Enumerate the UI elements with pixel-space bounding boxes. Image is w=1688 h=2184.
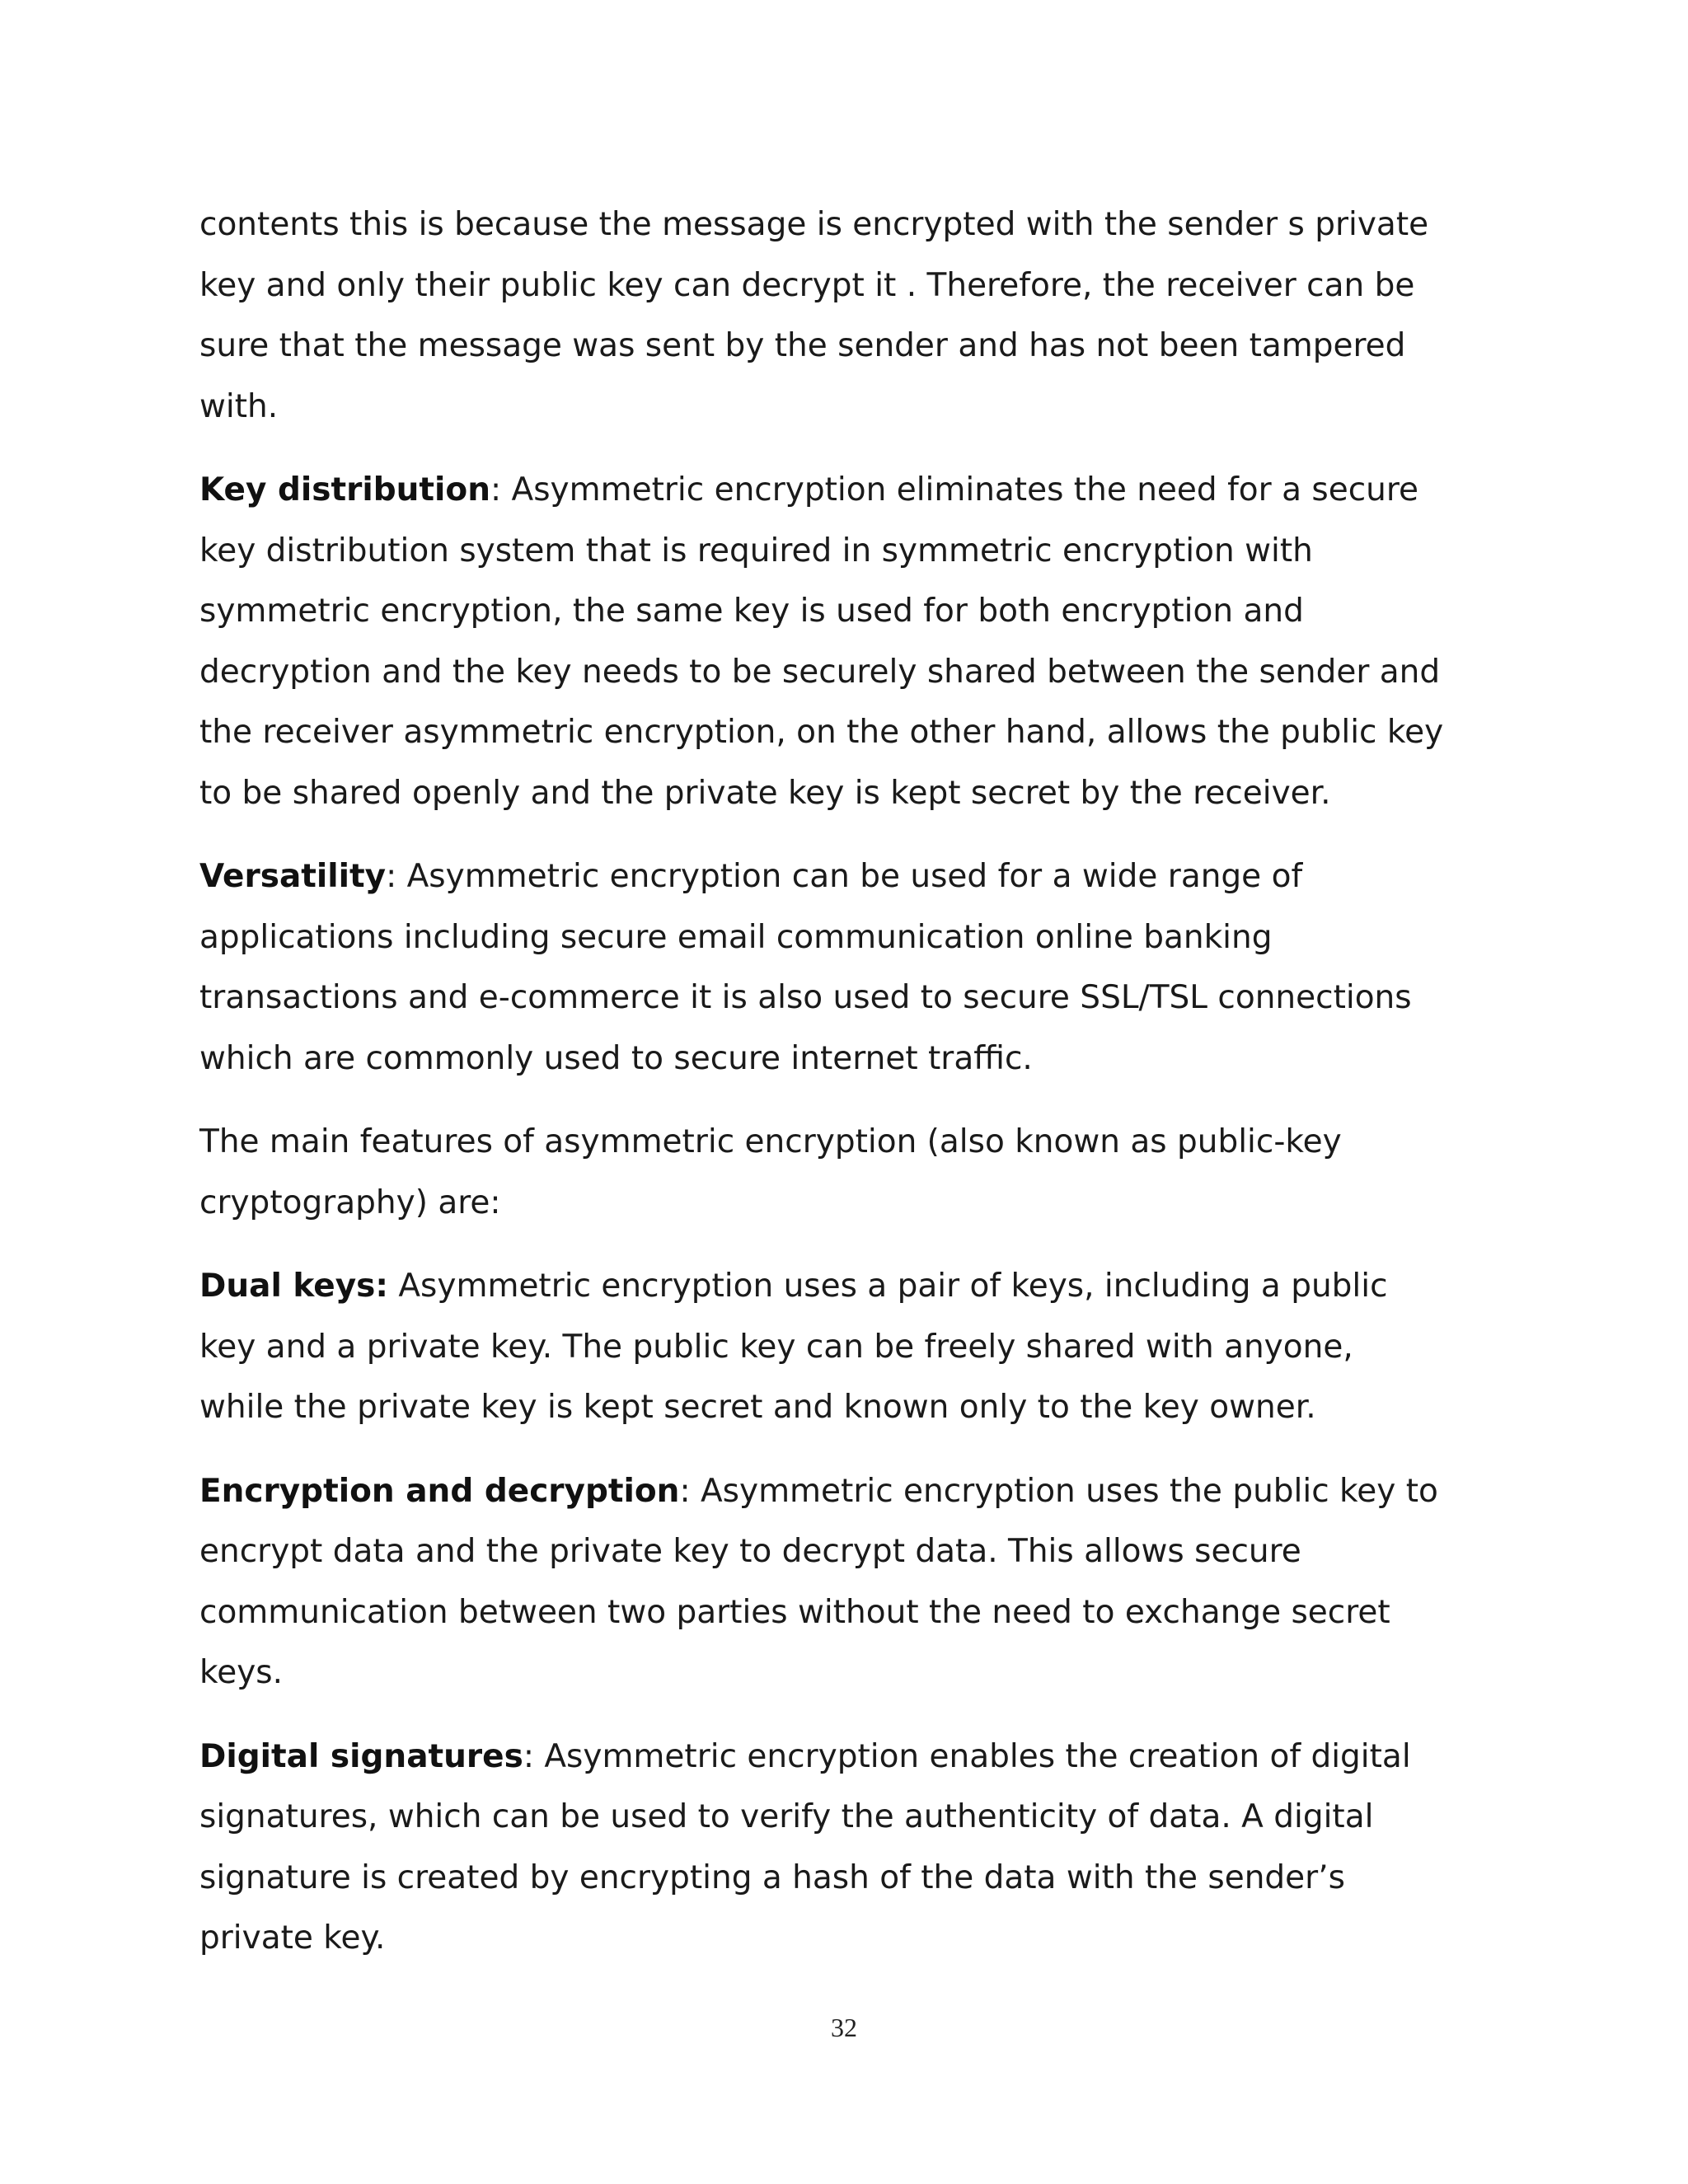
term-dual-keys: Dual keys:	[199, 1268, 388, 1305]
text-line: The main features of asymmetric encryption (also known as public-key	[199, 1123, 1342, 1160]
text-line: decryption and the key needs to be securely shared between the sender and	[199, 653, 1441, 691]
text-line	[199, 460, 1502, 521]
page-number: 32	[831, 2013, 857, 2042]
term-versatility: Versatility	[199, 858, 387, 895]
paragraph-digital-signatures	[199, 1727, 1502, 1969]
paragraph-key-distribution	[199, 460, 1502, 823]
paragraph-encryption-decryption	[199, 1461, 1502, 1704]
text-line	[199, 1256, 1502, 1317]
text-line: private key.	[199, 1919, 386, 1957]
text-fragment: : Asymmetric encryption uses the public key to	[679, 1472, 1438, 1510]
text-line: symmetric encryption, the same key is used for both encryption and	[199, 593, 1304, 630]
text-line: applications including secure email communication online banking	[199, 918, 1273, 956]
text-line: encrypt data and the private key to decrypt data. This allows secure	[199, 1533, 1301, 1570]
text-line: key distribution system that is required in symmetric encryption with	[199, 532, 1313, 569]
term-key-distribution: Key distribution	[199, 471, 490, 509]
text-line: communication between two parties without the need to exchange secret	[199, 1593, 1390, 1631]
text-line: which are commonly used to secure internet traffic.	[199, 1039, 1033, 1077]
paragraph-dual-keys	[199, 1256, 1502, 1438]
text-line: transactions and e-commerce it is also used to secure SSL/TSL connections	[199, 979, 1412, 1016]
term-encryption-decryption: Encryption and decryption	[199, 1472, 680, 1510]
paragraph-main-features-intro	[199, 1112, 1502, 1233]
text-line: cryptography) are:	[199, 1183, 501, 1221]
text-line: contents this is because the message is encrypted with the sender s private	[199, 206, 1429, 243]
text-line: the receiver asymmetric encryption, on the other hand, allows the public key	[199, 714, 1444, 751]
term-digital-signatures: Digital signatures	[199, 1737, 523, 1775]
text-line	[199, 1727, 1502, 1788]
page-body	[199, 194, 1502, 1969]
text-fragment: Asymmetric encryption uses a pair of keys, including a public	[387, 1268, 1388, 1305]
text-line: signature is created by encrypting a hash of the data with the sender’s	[199, 1858, 1345, 1896]
text-line: sure that the message was sent by the sender and has not been tampered	[199, 327, 1406, 364]
text-fragment: : Asymmetric encryption enables the creation of digital	[523, 1737, 1411, 1775]
text-line: key and only their public key can decrypt it . Therefore, the receiver can be	[199, 266, 1415, 304]
text-line: signatures, which can be used to verify the authenticity of data. A digital	[199, 1798, 1374, 1835]
text-line: with.	[199, 387, 279, 425]
text-fragment: : Asymmetric encryption can be used for a wide range of	[386, 858, 1303, 895]
text-line	[199, 846, 1502, 907]
paragraph-versatility	[199, 846, 1502, 1089]
text-line	[199, 1461, 1502, 1522]
paragraph-signature-integrity	[199, 194, 1502, 437]
text-fragment: : Asymmetric encryption eliminates the need for a secure	[490, 471, 1419, 509]
text-line: key and a private key. The public key can be freely shared with anyone,	[199, 1328, 1353, 1366]
text-line: while the private key is kept secret and known only to the key owner.	[199, 1389, 1316, 1426]
text-line: keys.	[199, 1654, 283, 1691]
text-line: to be shared openly and the private key is kept secret by the receiver.	[199, 774, 1331, 812]
